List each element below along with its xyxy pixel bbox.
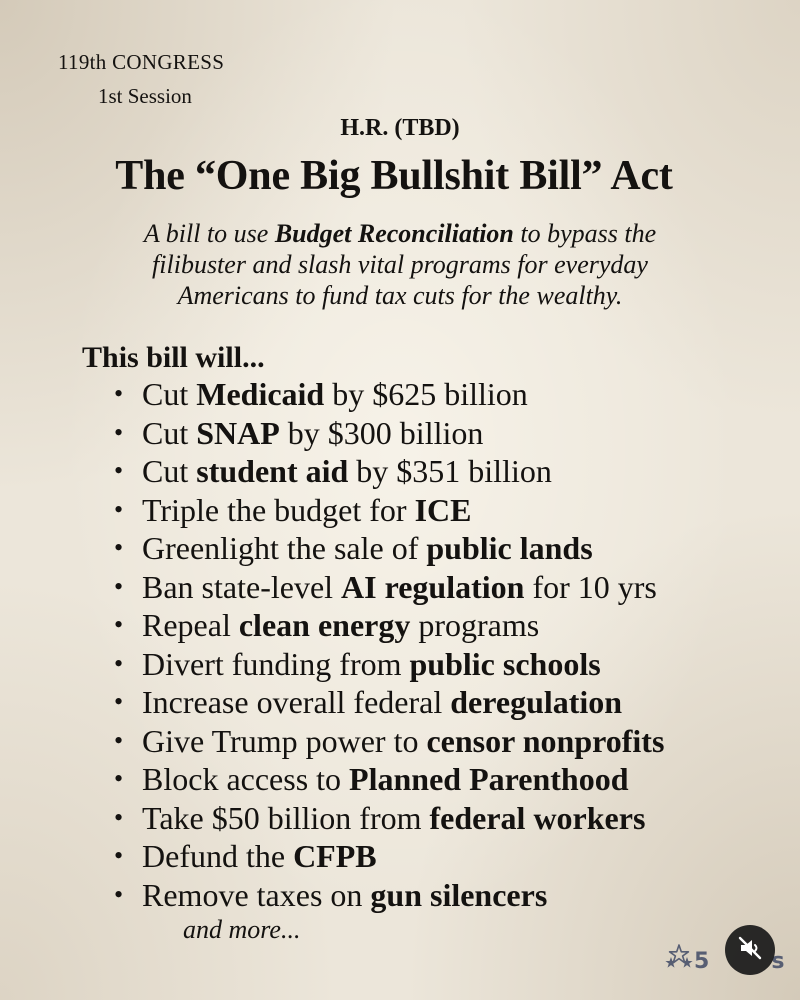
summary-emphasis: Budget Reconciliation [274, 219, 514, 248]
list-item [110, 375, 664, 414]
item-emphasis: clean energy [238, 607, 411, 643]
list-item [110, 683, 664, 722]
bullet-marker: • [114, 533, 124, 562]
item-text: Cut [142, 376, 197, 412]
mute-button[interactable] [725, 925, 775, 975]
item-emphasis: CFPB [293, 838, 377, 874]
summary-line-1 [0, 218, 800, 249]
item-text: by $625 billion [324, 376, 528, 412]
item-text: Remove taxes on [142, 876, 371, 913]
item-emphasis: censor nonprofits [426, 722, 665, 759]
list-item [110, 414, 664, 453]
item-emphasis: gun silencers [370, 876, 548, 913]
bullet-marker: • [114, 571, 124, 601]
bill-title: The “One Big Bullshit Bill” Act [115, 153, 673, 199]
bullet-marker: • [114, 456, 124, 485]
summary-text: to bypass the [513, 219, 657, 248]
bullet-marker: • [114, 802, 124, 832]
item-emphasis: student aid [196, 453, 349, 489]
item-text: Triple the budget for [142, 491, 415, 528]
bill-number: H.R. (TBD) [340, 115, 460, 141]
item-emphasis: Medicaid [196, 376, 325, 412]
item-emphasis: AI regulation [341, 568, 525, 605]
list-item [110, 568, 664, 607]
list-item [110, 799, 664, 838]
item-text: by $351 billion [348, 453, 552, 489]
bullet-marker: • [114, 841, 124, 870]
bullet-marker: • [114, 764, 124, 793]
and-more-label: and more... [183, 915, 301, 944]
item-text: Cut [142, 414, 197, 451]
list-item [110, 452, 664, 491]
item-emphasis: Planned Parenthood [349, 761, 629, 797]
list-item [110, 645, 664, 684]
item-text: Repeal [142, 607, 239, 643]
item-emphasis: federal workers [429, 799, 646, 836]
bullet-marker: • [114, 417, 124, 447]
item-emphasis: ICE [414, 491, 472, 528]
summary-line-3: Americans to fund tax cuts for the wealthy. [177, 281, 623, 310]
list-item [110, 876, 664, 915]
muted-speaker-icon [737, 935, 763, 966]
list-item [110, 529, 664, 568]
item-emphasis: public schools [409, 645, 601, 682]
item-emphasis: public lands [426, 530, 593, 566]
watermark-tail: s [771, 949, 785, 974]
item-text: by $300 billion [279, 414, 484, 451]
watermark-text: 5 [694, 949, 710, 974]
provisions-list [110, 375, 664, 914]
bullet-marker: • [114, 494, 124, 524]
item-emphasis: deregulation [450, 684, 623, 720]
list-item [110, 606, 664, 645]
list-item [110, 837, 664, 876]
stars-icon [664, 944, 694, 980]
session-label: 1st Session [98, 84, 192, 108]
item-text: Give Trump power to [142, 722, 427, 759]
bullet-marker: • [114, 379, 124, 408]
congress-label: 119th CONGRESS [58, 50, 225, 74]
item-text: Defund the [142, 838, 294, 874]
bullet-marker: • [114, 725, 124, 755]
bullet-marker: • [114, 687, 124, 716]
bill-summary [0, 218, 800, 311]
list-item [110, 722, 664, 761]
item-text: Ban state-level [142, 568, 342, 605]
item-text: Greenlight the sale of [142, 530, 427, 566]
item-text: Block access to [142, 761, 350, 797]
bullet-marker: • [114, 879, 124, 909]
summary-text: A bill to use [143, 219, 275, 248]
item-text: programs [410, 607, 540, 643]
bullet-marker: • [114, 648, 124, 678]
item-text: Divert funding from [142, 645, 410, 682]
item-text: for 10 yrs [524, 568, 657, 605]
item-text: Take $50 billion from [142, 799, 430, 836]
list-item [110, 491, 664, 530]
bullet-marker: • [114, 610, 124, 639]
item-text: Cut [142, 453, 197, 489]
list-item [110, 760, 664, 799]
list-heading: This bill will... [82, 341, 265, 374]
summary-line-2: filibuster and slash vital programs for everyday [152, 250, 648, 279]
item-text: Increase overall federal [142, 684, 451, 720]
item-emphasis: SNAP [196, 414, 280, 451]
